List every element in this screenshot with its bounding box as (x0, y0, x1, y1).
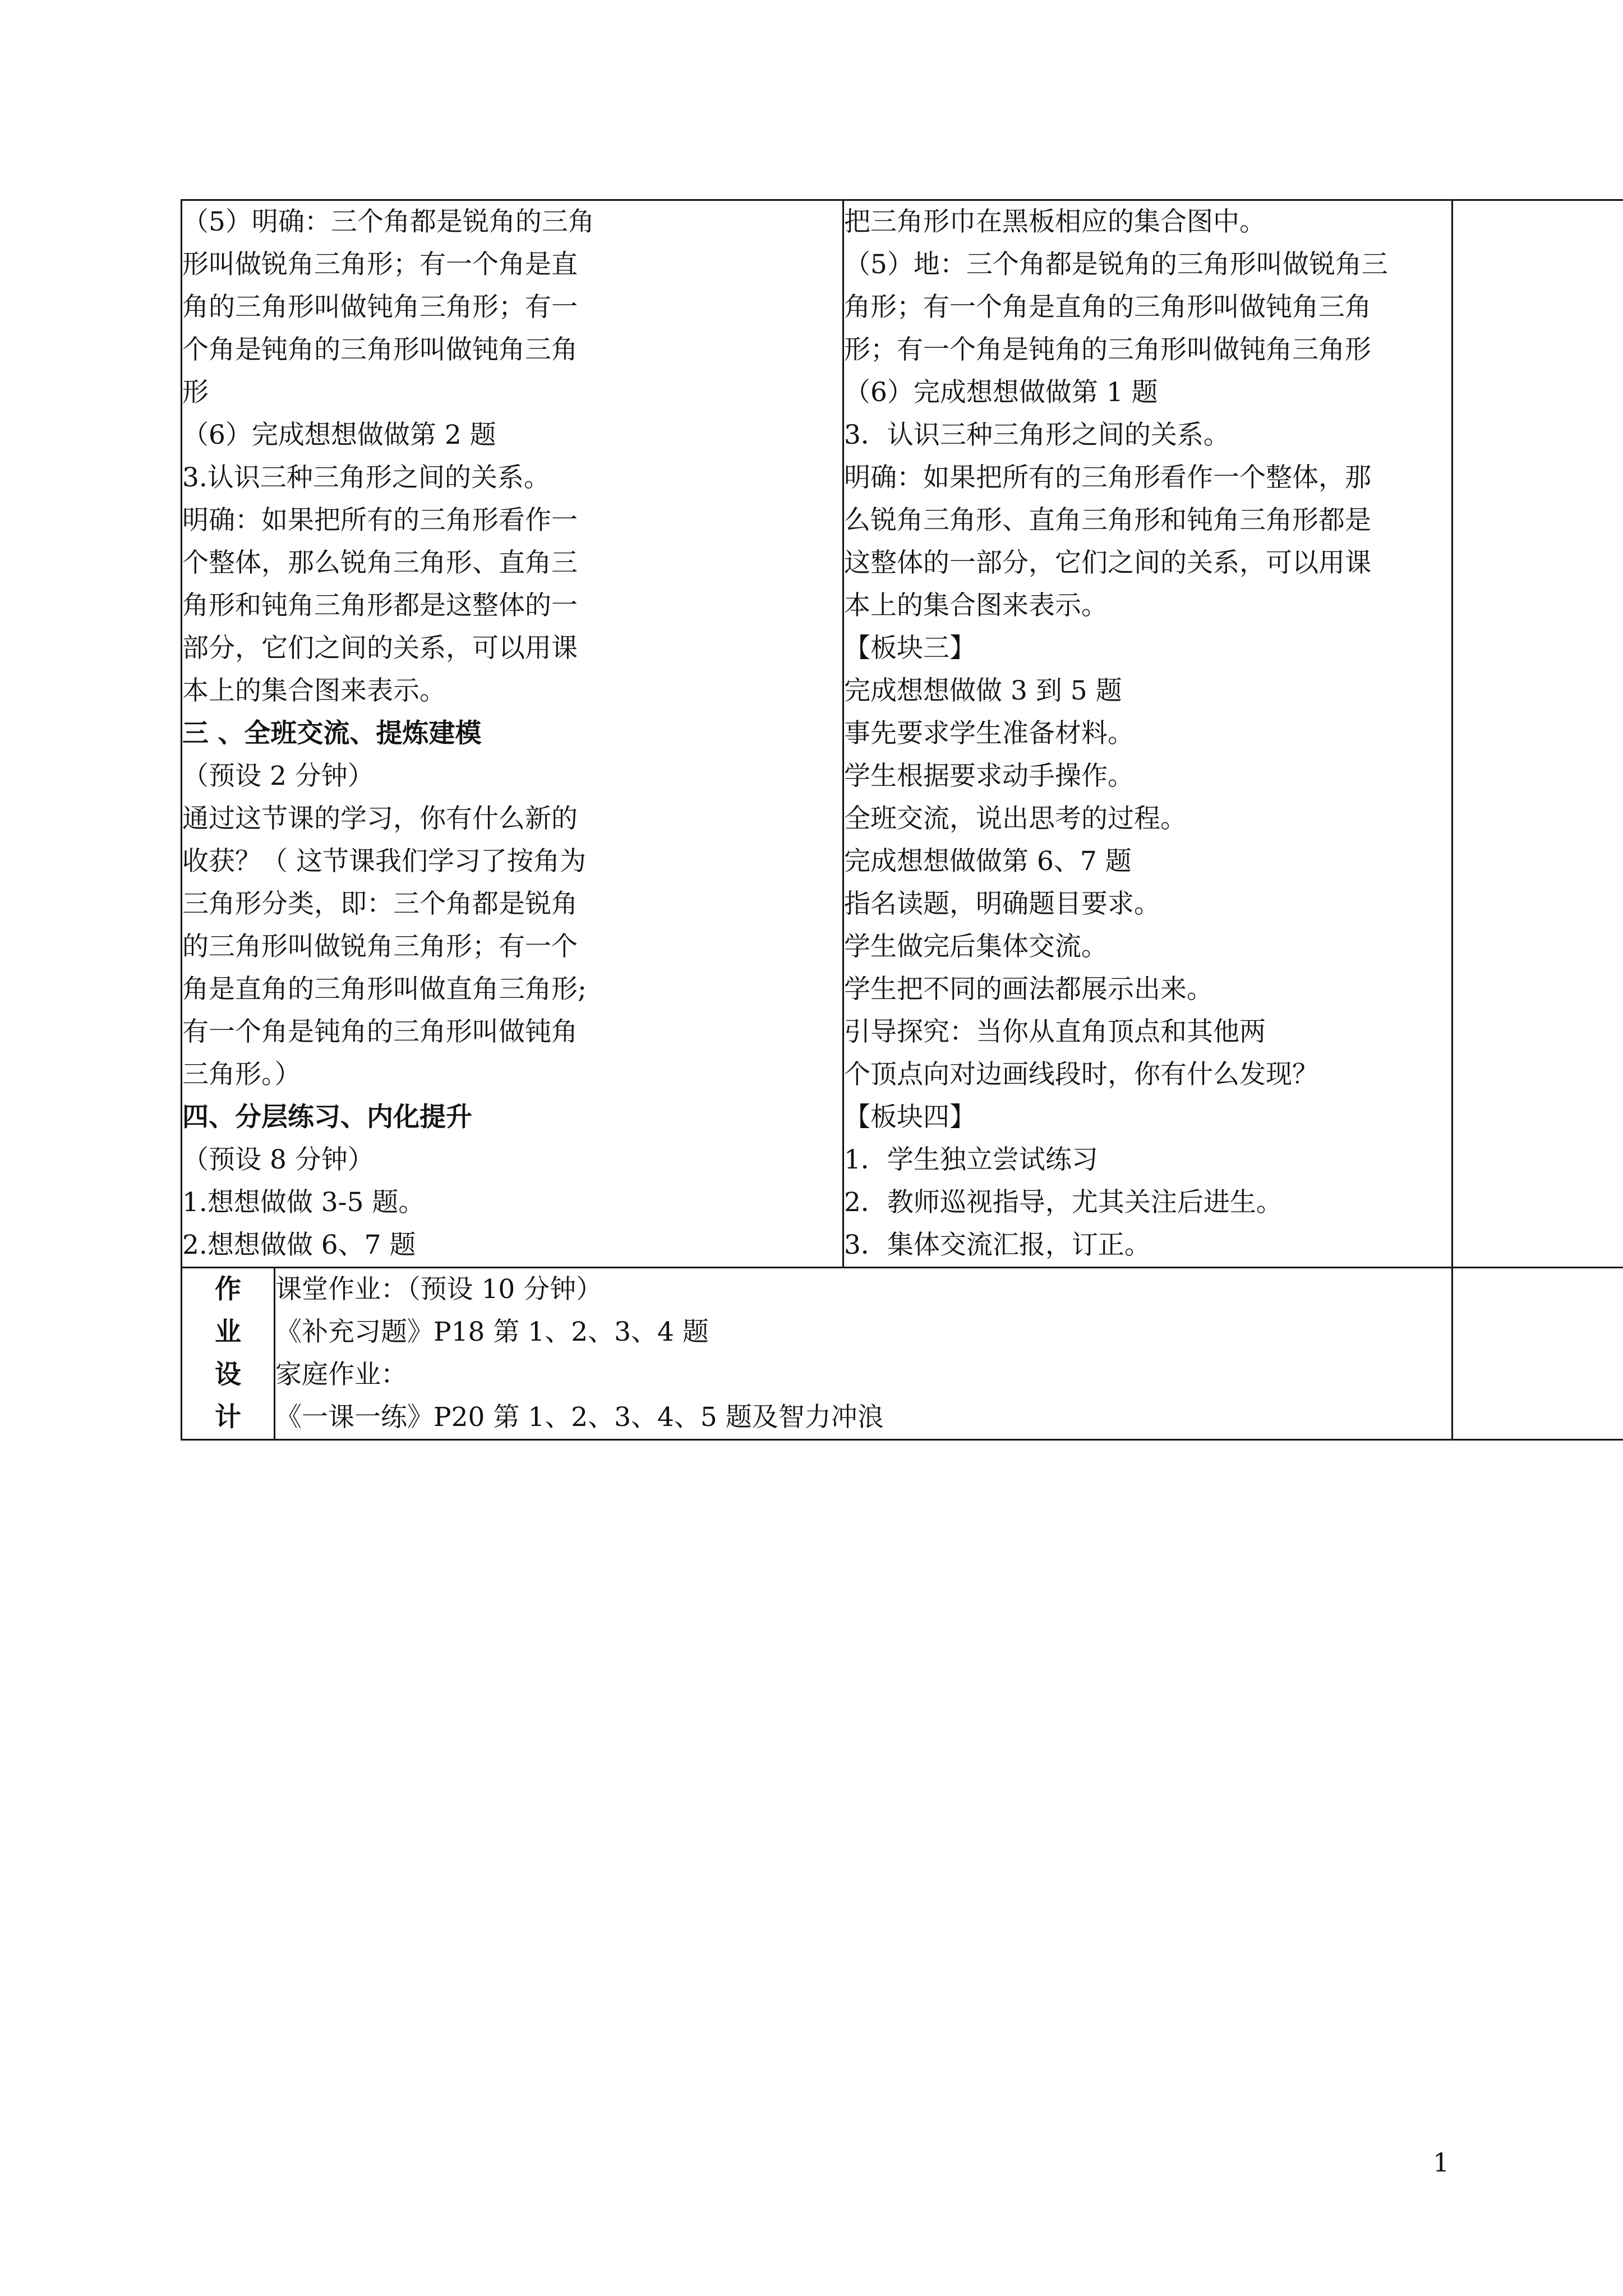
page-number: 1 (1433, 2147, 1450, 2178)
student-activity-line: 明确：如果把所有的三角形看作一个整体，那 (844, 462, 1371, 493)
student-activity-line: 学生根据要求动手操作。 (844, 761, 1134, 792)
student-activity-line: （5）地：三个角都是锐角的三角形叫做锐角三 (844, 249, 1388, 280)
teacher-activity-line: 形叫做锐角三角形；有一个角是直 (182, 249, 578, 280)
teacher-activity-line: 的三角形叫做锐角三角形；有一个 (182, 931, 578, 962)
lesson-plan-table (181, 199, 1623, 1441)
teacher-activity-line: 四、分层练习、内化提升 (182, 1102, 472, 1133)
teacher-activity-line: 形 (182, 377, 209, 408)
teacher-activity-line: （5）明确：三个角都是锐角的三角 (182, 206, 594, 237)
notes-cell (1453, 200, 1623, 1268)
teacher-activity-line: 角是直角的三角形叫做直角三角形; (182, 974, 587, 1005)
teacher-activity-line: 有一个角是钝角的三角形叫做钝角 (182, 1016, 578, 1047)
student-activity-line: 2．教师巡视指导，尤其关注后进生。 (844, 1187, 1283, 1218)
student-activity-line: 学生把不同的画法都展示出来。 (844, 974, 1213, 1005)
teacher-activity-cell (182, 200, 843, 1268)
student-activity-line: 本上的集合图来表示。 (844, 590, 1108, 621)
student-activity-line: 指名读题，明确题目要求。 (844, 889, 1160, 919)
homework-label-char: 设 (215, 1359, 241, 1390)
student-activity-line: 【板块三】 (844, 633, 976, 664)
homework-content-cell (275, 1268, 1453, 1440)
teacher-activity-line: （预设 2 分钟） (182, 761, 374, 792)
teacher-activity-line: 三角形。） (182, 1059, 301, 1090)
homework-label-char: 计 (215, 1402, 241, 1433)
lesson-plan-sheet (181, 199, 1442, 1441)
teacher-activity-line: 角形和钝角三角形都是这整体的一 (182, 590, 578, 621)
student-activity-line: 引导探究：当你从直角顶点和其他两 (844, 1016, 1266, 1047)
student-activity-line: 3．集体交流汇报，订正。 (844, 1230, 1151, 1260)
homework-label-cell (182, 1268, 275, 1440)
homework-row (182, 1268, 1623, 1440)
home-homework-item: 《一课一练》P20 第 1、2、3、4、5 题及智力冲浪 (275, 1402, 884, 1433)
teacher-activity-line: 明确：如果把所有的三角形看作一 (182, 505, 578, 536)
student-activity-line: （6）完成想想做做第 1 题 (844, 377, 1158, 408)
teaching-process-row (182, 200, 1623, 1268)
teacher-activity-line: 收获？（ 这节课我们学习了按角为 (182, 846, 586, 877)
teacher-activity-line: 通过这节课的学习，你有什么新的 (182, 803, 578, 834)
student-activity-line: 【板块四】 (844, 1102, 976, 1133)
student-activity-line: 事先要求学生准备材料。 (844, 718, 1134, 749)
student-activity-line: 完成想想做做 3 到 5 题 (844, 675, 1122, 706)
student-activity-line: 么锐角三角形、直角三角形和钝角三角形都是 (844, 505, 1371, 536)
student-activity-line: 个顶点向对边画线段时，你有什么发现？ (844, 1059, 1318, 1090)
teacher-activity-line: 三 、全班交流、提炼建模 (182, 718, 482, 749)
student-activity-line: 学生做完后集体交流。 (844, 931, 1108, 962)
student-activity-line: 全班交流，说出思考的过程。 (844, 803, 1187, 834)
teacher-activity-line: 三角形分类，即：三个角都是锐角 (182, 889, 578, 919)
homework-label-char: 作 (215, 1274, 241, 1305)
teacher-activity-line: 个角是钝角的三角形叫做钝角三角 (182, 334, 578, 365)
teacher-activity-line: 本上的集合图来表示。 (182, 675, 446, 706)
teacher-activity-line: 个整体，那么锐角三角形、直角三 (182, 547, 578, 578)
student-activity-line: 形；有一个角是钝角的三角形叫做钝角三角形 (844, 334, 1371, 365)
teacher-activity-line: 1.想想做做 3-5 题。 (182, 1187, 425, 1218)
teacher-activity-line: 2.想想做做 6、7 题 (182, 1230, 416, 1260)
student-activity-line: 把三角形巾在黑板相应的集合图中。 (844, 206, 1266, 237)
student-activity-lines (844, 201, 1451, 1267)
classroom-homework-item: 《补充习题》P18 第 1、2、3、4 题 (275, 1317, 709, 1347)
student-activity-line: 3．认识三种三角形之间的关系。 (844, 420, 1230, 450)
teacher-activity-line: （6）完成想想做做第 2 题 (182, 420, 496, 450)
classroom-homework-heading: 课堂作业：（预设 10 分钟） (275, 1274, 603, 1305)
teacher-activity-lines (182, 201, 842, 1267)
home-homework-heading: 家庭作业： (275, 1359, 407, 1390)
homework-label-char: 业 (215, 1317, 241, 1347)
student-activity-cell (843, 200, 1453, 1268)
student-activity-line: 角形；有一个角是直角的三角形叫做钝角三角 (844, 292, 1371, 323)
teacher-activity-line: （预设 8 分钟） (182, 1144, 374, 1175)
student-activity-line: 1．学生独立尝试练习 (844, 1144, 1098, 1175)
student-activity-line: 完成想想做做第 6、7 题 (844, 846, 1132, 877)
teacher-activity-line: 3.认识三种三角形之间的关系。 (182, 462, 550, 493)
student-activity-line: 这整体的一部分，它们之间的关系，可以用课 (844, 547, 1371, 578)
teacher-activity-line: 角的三角形叫做钝角三角形；有一 (182, 292, 578, 323)
teacher-activity-line: 部分，它们之间的关系，可以用课 (182, 633, 578, 664)
homework-notes-cell (1453, 1268, 1623, 1440)
